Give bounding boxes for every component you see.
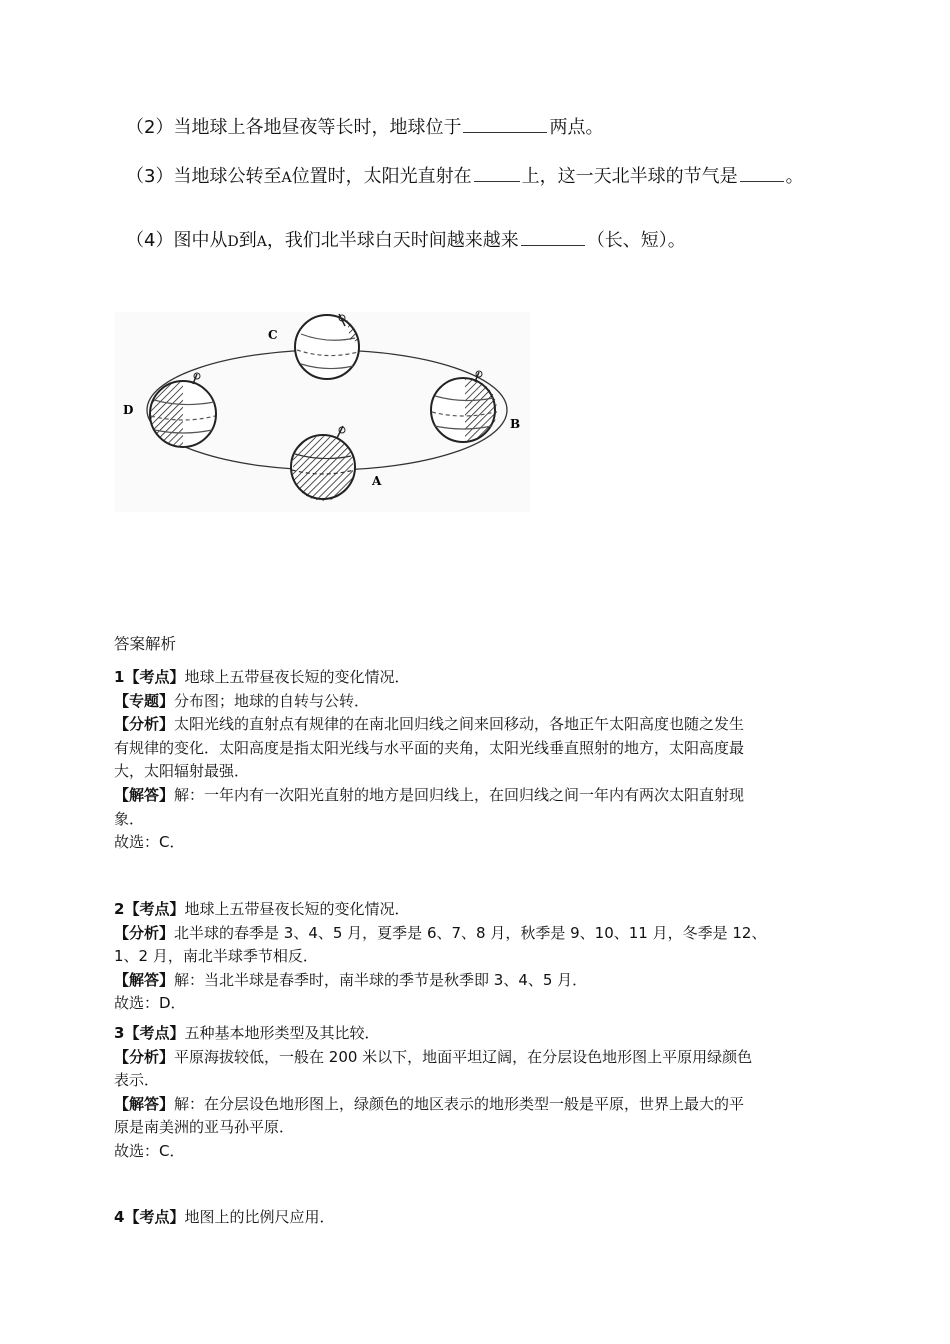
- question-text: 上，这一天北半球的节气是: [521, 166, 738, 187]
- position-letter: A: [256, 234, 267, 250]
- answer-line: 故选：C．: [114, 833, 185, 852]
- label-c: C: [268, 328, 278, 342]
- label-d: D: [123, 403, 134, 417]
- answer-blank[interactable]: [740, 163, 784, 182]
- answer-line: 【解答】解：在分层设色地形图上，绿颜色的地区表示的地形类型一般是平原，世界上最大的平: [114, 1094, 745, 1113]
- question-text: 图中从: [173, 230, 228, 251]
- tag-jieda: 【解答】: [114, 970, 175, 989]
- question-text: （长、短）。: [586, 230, 686, 251]
- earth-orbit-figure: [115, 312, 530, 512]
- question-text: ，我们北半球白天时间越来越来: [266, 230, 519, 251]
- answer-blank[interactable]: [463, 114, 547, 133]
- tag-fenxi: 【分析】: [114, 715, 175, 734]
- tag-fenxi: 【分析】: [114, 1047, 175, 1066]
- question-text: 当地球上各地昼夜等长时，地球位于: [173, 117, 462, 138]
- answers-title: 答案解析: [114, 635, 177, 653]
- answer-line: 【分析】平原海拔较低，一般在 200 米以下，地面平坦辽阔，在分层设色地形图上平原用绿颜色: [114, 1047, 753, 1066]
- answer-line: 故选：C．: [114, 1141, 185, 1160]
- answer-block-4: [114, 1206, 839, 1230]
- answer-block-2: [114, 898, 839, 1016]
- orbit-diagram: [115, 312, 530, 512]
- answer-line: 原是南美洲的亚马孙平原．: [114, 1118, 295, 1137]
- answer-line: 【分析】太阳光线的直射点有规律的在南北回归线之间来回移动，各地正午太阳高度也随之发生: [114, 715, 745, 734]
- tag-jieda: 【解答】: [114, 785, 175, 804]
- question-text: 。: [785, 166, 804, 187]
- question-2: [126, 114, 603, 140]
- answer-line: 故选：D．: [114, 994, 186, 1013]
- answer-block-1: [114, 666, 839, 855]
- question-3: [126, 163, 804, 190]
- tag-kaodian: 【考点】: [124, 1024, 185, 1042]
- tag-kaodian: 【考点】: [124, 668, 185, 686]
- question-text: 位置时，太阳光直射在: [291, 166, 472, 187]
- answer-line: 1【考点】地球上五带昼夜长短的变化情况．: [114, 668, 410, 686]
- answer-block-3: [114, 1022, 839, 1164]
- answer-line: 【解答】解：当北半球是春季时，南半球的季节是秋季即 3、4、5 月．: [114, 970, 588, 989]
- answer-number: 3: [114, 1024, 125, 1042]
- answer-line: 4【考点】地图上的比例尺应用．: [114, 1208, 335, 1226]
- label-b: B: [510, 417, 521, 431]
- answer-line: 表示．: [114, 1071, 160, 1090]
- answer-blank[interactable]: [474, 163, 520, 182]
- question-4: [126, 227, 686, 254]
- answer-line: 3【考点】五种基本地形类型及其比较．: [114, 1024, 380, 1042]
- position-letter: D: [227, 234, 239, 250]
- tag-fenxi: 【分析】: [114, 923, 175, 942]
- tag-jieda: 【解答】: [114, 1094, 175, 1113]
- answer-line: 【分析】北半球的春季是 3、4、5 月，夏季是 6、7、8 月，秋季是 9、10、11 月，冬季是 12、: [114, 923, 767, 942]
- tag-zhuanti: 【专题】: [114, 691, 175, 710]
- tag-kaodian: 【考点】: [124, 900, 185, 918]
- answer-number: 2: [114, 900, 125, 918]
- answer-line: 【解答】解：一年内有一次阳光直射的地方是回归线上，在回归线之间一年内有两次太阳直射现: [114, 785, 745, 804]
- label-a: A: [372, 474, 382, 488]
- answer-line: 有规律的变化．太阳高度是指太阳光线与水平面的夹角，太阳光线垂直照射的地方，太阳高度最: [114, 738, 745, 757]
- answer-number: 1: [114, 668, 125, 686]
- question-number: （3）: [126, 166, 174, 187]
- question-number: （2）: [126, 117, 174, 138]
- answer-blank[interactable]: [521, 227, 585, 246]
- question-text: 两点。: [549, 117, 604, 138]
- answer-line: 象．: [114, 809, 145, 828]
- tag-kaodian: 【考点】: [124, 1208, 185, 1226]
- position-letter: A: [281, 170, 292, 186]
- question-number: （4）: [126, 230, 174, 251]
- answer-line: 【专题】分布图；地球的自转与公转．: [114, 691, 370, 710]
- answer-line: 大，太阳辐射最强．: [114, 762, 250, 781]
- answer-line: 2【考点】地球上五带昼夜长短的变化情况．: [114, 900, 410, 918]
- question-text: 当地球公转至: [173, 166, 282, 187]
- answer-line: 1、2 月，南北半球季节相反．: [114, 947, 318, 966]
- question-text: 到: [238, 230, 257, 251]
- earth-c: [295, 314, 359, 379]
- answer-number: 4: [114, 1208, 125, 1226]
